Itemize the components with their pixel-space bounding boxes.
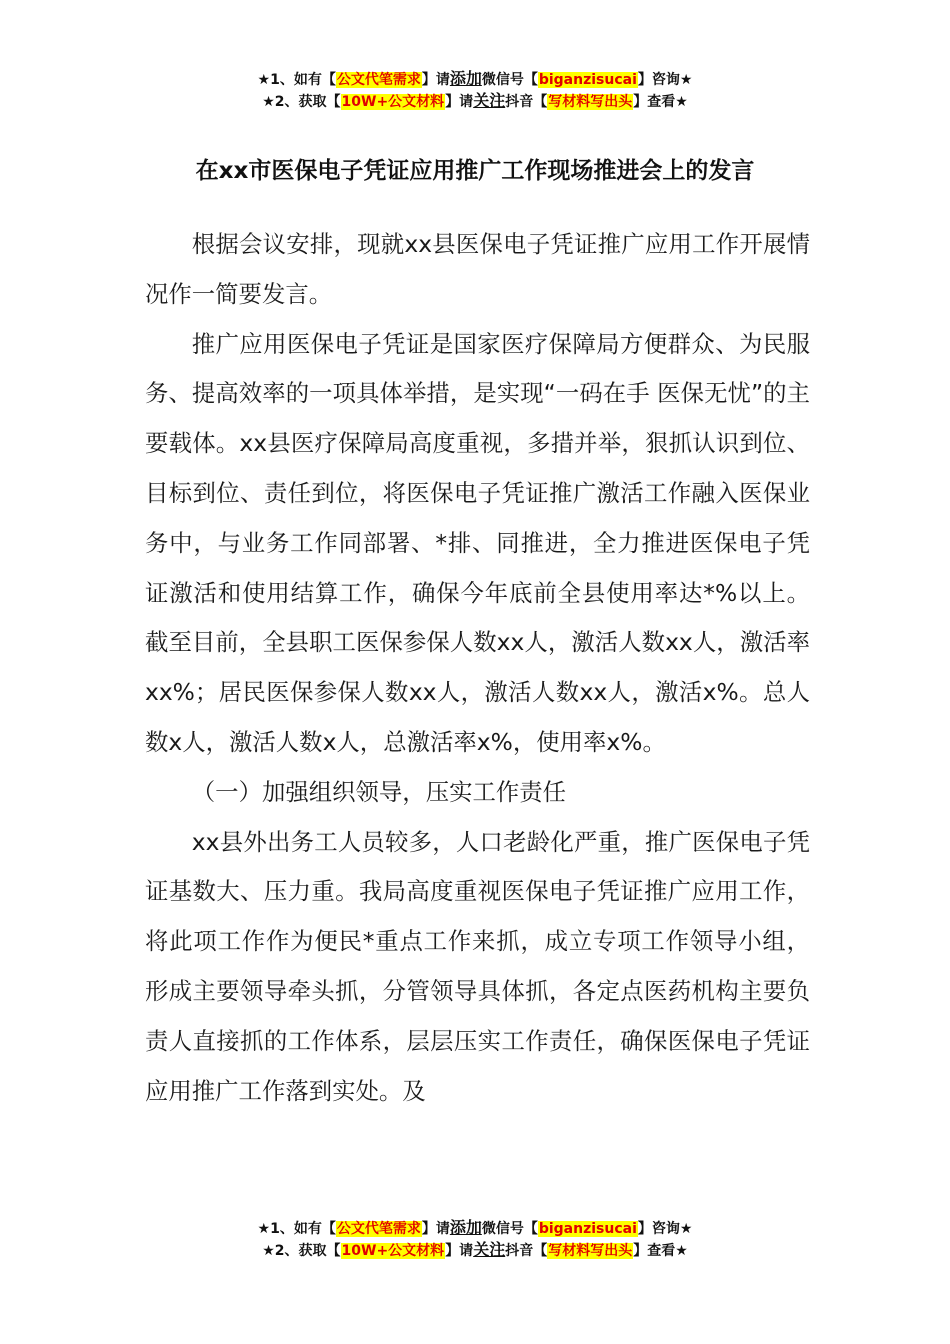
promo-text: 】请 [421, 1221, 450, 1237]
promo-text: 】咨询 [637, 1221, 680, 1237]
highlight-writing-service: 公文代笔需求 [336, 1221, 421, 1237]
highlight-materials: 10W+公文材料 [341, 94, 445, 110]
promo-text: 抖音【 [505, 94, 548, 110]
document-title: 在xx市医保电子凭证应用推广工作现场推进会上的发言 [195, 158, 755, 184]
promo-line-2 [0, 1239, 950, 1261]
promo-text: 1、如有【 [270, 72, 336, 88]
section-heading-1: （一）加强组织领导，压实工作责任 [191, 777, 567, 806]
highlight-wechat-id: biganzisucai [538, 72, 637, 88]
star-icon: ★ [679, 72, 693, 88]
promo-text: 】请 [445, 1243, 474, 1259]
emphasis-add: 添加 [449, 1218, 482, 1237]
promo-line-2 [0, 90, 950, 112]
promo-text: 2、获取【 [274, 1243, 341, 1259]
paragraph-intro: 根据会议安排，现就xx县医保电子凭证推广应用工作开展情况作一简要发言。 [145, 230, 810, 308]
header-promo-banner [0, 68, 950, 112]
promo-line-1 [0, 68, 950, 90]
star-icon: ★ [262, 1243, 275, 1259]
highlight-writing-service: 公文代笔需求 [336, 72, 421, 88]
star-icon: ★ [675, 94, 688, 110]
highlight-materials: 10W+公文材料 [341, 1243, 445, 1259]
highlight-wechat-id: biganzisucai [538, 1221, 637, 1237]
promo-text: 】请 [445, 94, 474, 110]
promo-text: 抖音【 [505, 1243, 548, 1259]
star-icon: ★ [257, 1221, 271, 1237]
promo-text: 微信号【 [481, 72, 538, 88]
promo-text: 1、如有【 [270, 1221, 336, 1237]
promo-text: 】查看 [633, 1243, 676, 1259]
highlight-douyin-account: 写材料写出头 [548, 94, 633, 110]
emphasis-follow: 关注 [473, 91, 506, 110]
star-icon: ★ [679, 1221, 693, 1237]
paragraph-overview: 推广应用医保电子凭证是国家医疗保障局方便群众、为民服务、提高效率的一项具体举措，是实现“一码在手 医保无忧”的主要载体。xx县医疗保障局高度重视，多措并举，狠抓认识到位、目标到位、责任到位，将医保电子凭证推广激活工作融入医保业务中，与业务工作同部署、*排、同推进，全力推进医保电子凭证激活和使用结算工作，确保今年底前全县使用率达*%以上。截至目前，全县职工医保参保人数xx人，激活人数xx人，激活率xx%；居民医保参保人数xx人，激活人数xx人，激活x%。总人数x人，激活人数x人，总激活率x%，使用率x%。 [145, 329, 810, 756]
star-icon: ★ [675, 1243, 688, 1259]
emphasis-add: 添加 [449, 69, 482, 88]
promo-text: 2、获取【 [274, 94, 341, 110]
promo-text: 】请 [421, 72, 450, 88]
star-icon: ★ [257, 72, 271, 88]
emphasis-follow: 关注 [473, 1240, 506, 1259]
highlight-douyin-account: 写材料写出头 [548, 1243, 633, 1259]
promo-line-1 [0, 1217, 950, 1239]
paragraph-section-1: xx县外出务工人员较多，人口老龄化严重，推广医保电子凭证基数大、压力重。我局高度重视医保电子凭证推广应用工作，将此项工作作为便民*重点工作来抓，成立专项工作领导小组，形成主要领导牵头抓，分管领导具体抓，各定点医药机构主要负责人直接抓的工作体系，层层压实工作责任，确保医保电子凭证应用推广工作落到实处。及 [145, 827, 810, 1105]
promo-text: 微信号【 [481, 1221, 538, 1237]
promo-text: 】咨询 [637, 72, 680, 88]
footer-promo-banner [0, 1217, 950, 1261]
document-body [145, 220, 810, 1116]
promo-text: 】查看 [633, 94, 676, 110]
star-icon: ★ [262, 94, 275, 110]
